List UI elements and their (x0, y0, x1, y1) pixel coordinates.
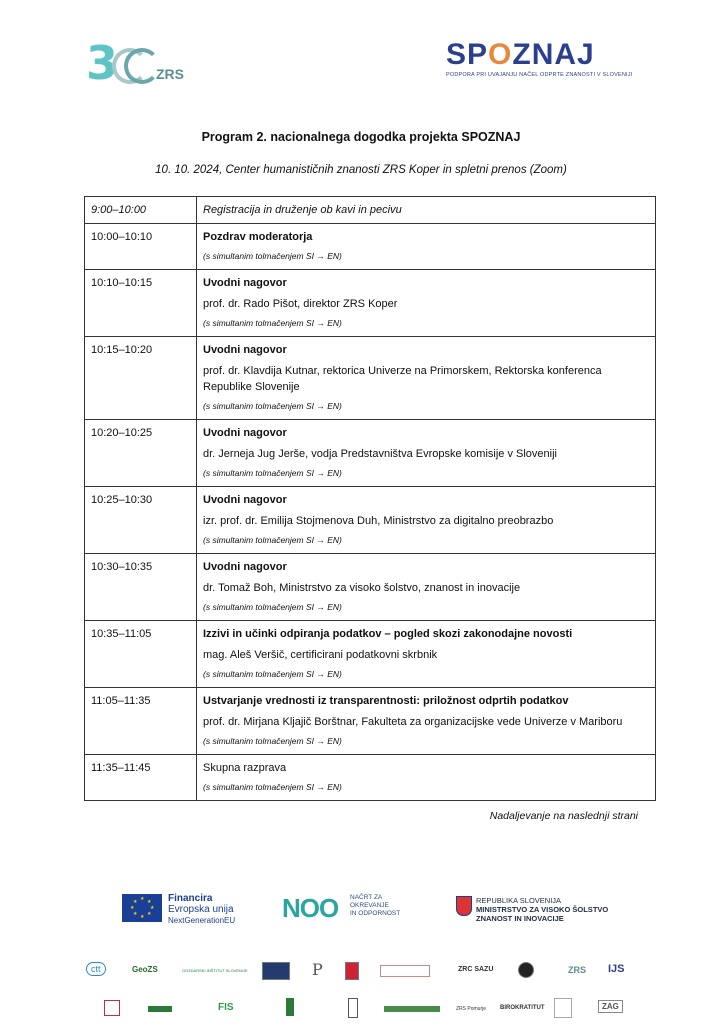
eu-funding-text (168, 893, 235, 926)
time-cell: 10:30–10:35 (85, 554, 197, 621)
time-cell: 10:25–10:30 (85, 487, 197, 554)
partner-logo: GeoZS (132, 965, 158, 974)
content-cell (197, 487, 656, 554)
noo-line-3: IN ODPORNOST (350, 910, 401, 917)
content-cell (197, 554, 656, 621)
session-title: Pozdrav moderatorja (203, 231, 313, 243)
partner-logo: P (312, 960, 323, 979)
session-title: Uvodni nagovor (203, 344, 287, 356)
speaker: dr. Tomaž Boh, Ministrstvo za visoko šolstvo, znanost in inovacije (203, 582, 521, 594)
table-row (85, 621, 656, 688)
session-title: Uvodni nagovor (203, 494, 287, 506)
speaker: mag. Aleš Veršič, certificirani podatkovni skrbnik (203, 649, 438, 661)
partner-logo: GOZDARSKI INŠTITUT SLOVENIJE (182, 968, 248, 973)
table-row (85, 554, 656, 621)
speaker: dr. Jerneja Jug Jerše, vodja Predstavništva Evropske komisije v Sloveniji (203, 448, 557, 460)
session-title: Uvodni nagovor (203, 427, 287, 439)
interpretation-note: (s simultanim tolmačenjem SI → EN) (203, 782, 342, 792)
page-title: Program 2. nacionalnega dogodka projekta SPOZNAJ (201, 130, 521, 144)
slovenia-crest-icon (456, 896, 472, 916)
time-cell: 11:35–11:45 (85, 755, 197, 801)
noo-logo: NOO (282, 893, 339, 923)
content-cell (197, 337, 656, 420)
partner-logo-emblem (148, 1006, 172, 1012)
zrs-logo-text: ZRS (156, 66, 184, 82)
session-title: Ustvarjanje vrednosti iz transparentnosti: priložnost odprtih podatkov (203, 695, 569, 707)
content-cell (197, 224, 656, 270)
speaker: prof. dr. Mirjana Kljajič Borštnar, Fakulteta za organizacijske vede Univerze v Mariboru (203, 716, 623, 728)
table-row (85, 755, 656, 801)
program-table (84, 196, 656, 801)
speaker: izr. prof. dr. Emilija Stojmenova Duh, Ministrstvo za digitalno preobrazbo (203, 515, 554, 527)
spoznaj-tagline: PODPORA PRI UVAJANJU NAČEL ODPRTE ZNANOSTI V SLOVENIJI (446, 72, 633, 78)
partner-logo-emblem (518, 962, 534, 978)
table-row (85, 487, 656, 554)
partner-logo: IJS (608, 963, 625, 975)
ministry-line-1: REPUBLIKA SLOVENIJA (476, 896, 562, 905)
time-text: 9:00–10:00 (91, 204, 147, 216)
interpretation-note: (s simultanim tolmačenjem SI → EN) (203, 468, 342, 478)
ministry-text (476, 896, 608, 923)
interpretation-note: (s simultanim tolmačenjem SI → EN) (203, 736, 342, 746)
time-cell: 10:20–10:25 (85, 420, 197, 487)
partner-logo: ZRC SAZU (458, 966, 494, 973)
eu-flag-icon: ★ ★ ★ ★ ★ ★ ★ ★ (122, 894, 162, 922)
interpretation-note: (s simultanim tolmačenjem SI → EN) (203, 602, 342, 612)
noo-line-2: OKREVANJE (350, 902, 389, 909)
time-cell: 10:15–10:20 (85, 337, 197, 420)
zrs-logo-three: 3 (86, 36, 117, 90)
spoznaj-logo (446, 40, 636, 88)
partner-logo-emblem (380, 965, 430, 977)
content-cell (197, 197, 656, 224)
content-cell (197, 688, 656, 755)
partner-logo-emblem (262, 962, 290, 980)
content-cell (197, 621, 656, 688)
partner-logo: ZAG (598, 1000, 623, 1013)
interpretation-note: (s simultanim tolmačenjem SI → EN) (203, 318, 342, 328)
partner-logo: ctt (86, 962, 106, 976)
partner-logo: FIS (218, 1002, 234, 1013)
interpretation-note: (s simultanim tolmačenjem SI → EN) (203, 535, 342, 545)
spoznaj-word-b: ZNAJ (512, 38, 595, 71)
table-row (85, 420, 656, 487)
table-row (85, 224, 656, 270)
continuation-note: Nadaljevanje na naslednji strani (489, 810, 638, 822)
page-subtitle: 10. 10. 2024, Center humanističnih znanosti ZRS Koper in spletni prenos (Zoom) (155, 164, 567, 176)
speaker: prof. dr. Rado Pišot, direktor ZRS Koper (203, 298, 398, 310)
noo-text (350, 894, 400, 918)
partner-logo-emblem (554, 998, 572, 1018)
session-registration: Registracija in druženje ob kavi in pecivu (203, 204, 402, 216)
partner-logo-emblem (348, 998, 358, 1018)
content-cell (197, 270, 656, 337)
time-cell (85, 197, 197, 224)
table-row (85, 270, 656, 337)
interpretation-note: (s simultanim tolmačenjem SI → EN) (203, 669, 342, 679)
session-title: Uvodni nagovor (203, 561, 287, 573)
time-cell: 10:00–10:10 (85, 224, 197, 270)
table-row (85, 337, 656, 420)
time-cell: 11:05–11:35 (85, 688, 197, 755)
session-title: Izzivi in učinki odpiranja podatkov – pogled skozi zakonodajne novosti (203, 628, 573, 640)
time-cell: 10:35–11:05 (85, 621, 197, 688)
time-cell: 10:10–10:15 (85, 270, 197, 337)
session-title: Uvodni nagovor (203, 277, 287, 289)
eu-line-2: Evropska unija (168, 904, 234, 915)
partner-logo-emblem (384, 1006, 440, 1012)
partner-logo-emblem (286, 998, 294, 1016)
session-title: Skupna razprava (203, 762, 287, 774)
interpretation-note: (s simultanim tolmačenjem SI → EN) (203, 401, 342, 411)
table-row (85, 197, 656, 224)
partner-logo-emblem (345, 962, 359, 980)
partner-logo-emblem (104, 1000, 120, 1016)
eu-line-3: NextGenerationEU (168, 916, 236, 925)
speaker: prof. dr. Klavdija Kutnar, rektorica Univerze na Primorskem, Rektorska konferenca Republike Slovenije (203, 365, 602, 393)
partner-logo: ZRS (568, 965, 586, 975)
noo-line-1: NAČRT ZA (350, 894, 383, 901)
content-cell (197, 755, 656, 801)
content-cell (197, 420, 656, 487)
partner-logo: BIROKRATITUT (500, 1005, 545, 1011)
spoznaj-o-lock-icon: O (488, 38, 513, 71)
zrs-logo (86, 36, 196, 90)
interpretation-note: (s simultanim tolmačenjem SI → EN) (203, 251, 342, 261)
ministry-line-3: ZNANOST IN INOVACIJE (476, 914, 564, 923)
spoznaj-word-a: SP (446, 38, 489, 71)
zrs-logo-ring-2 (124, 48, 160, 84)
eu-line-1: Financira (168, 893, 213, 904)
ministry-line-2: MINISTRSTVO ZA VISOKO ŠOLSTVO (476, 905, 609, 914)
table-row (85, 688, 656, 755)
spoznaj-wordmark (446, 40, 636, 70)
partner-logo: ZRS Pomurje (456, 1006, 487, 1012)
